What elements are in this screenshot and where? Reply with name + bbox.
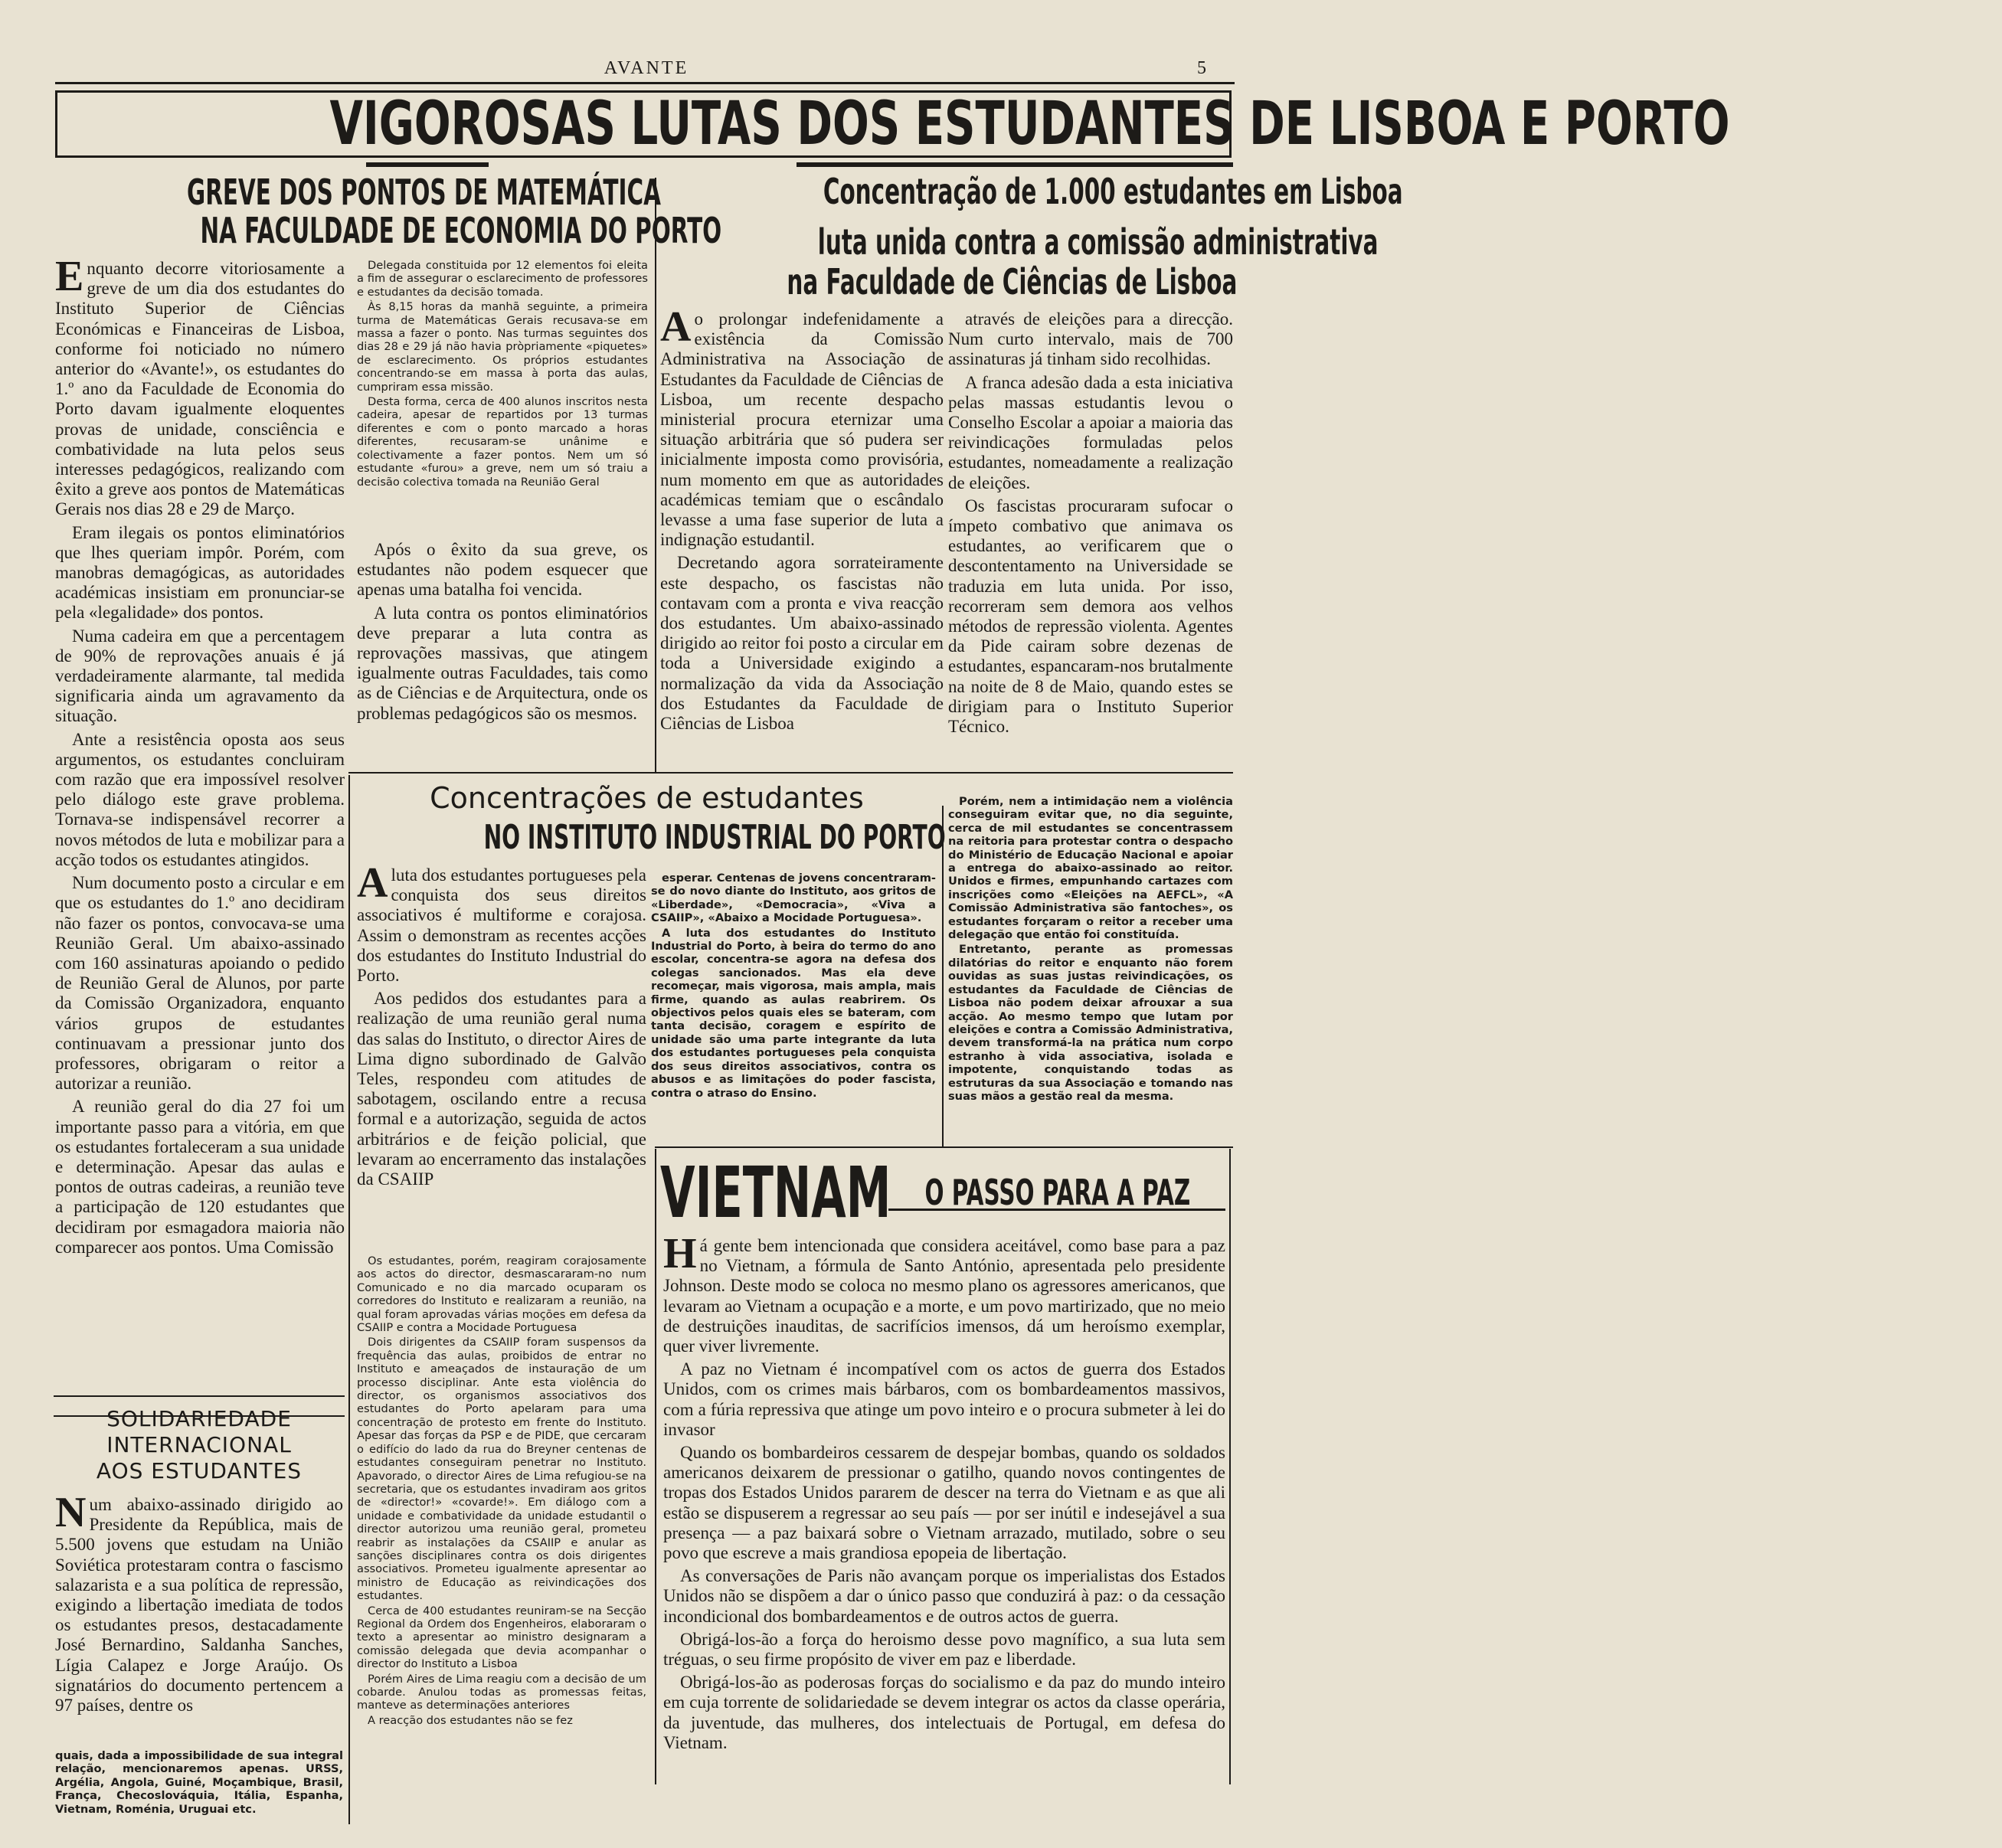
- column-divider: [655, 178, 656, 774]
- section-divider: [54, 1395, 345, 1397]
- economia-article-col2: [357, 540, 648, 768]
- section-divider: [655, 1146, 1233, 1148]
- rule: [797, 162, 1233, 167]
- industrial-headline-1: Concentrações de estudantes: [430, 781, 864, 815]
- paragraph: A luta dos estudantes do Instituto Industrial do Porto, à beira do termo do ano escolar, concentra-se agora na defesa dos colegas sancionados. Mas ela deve recomeçar, mais vigorosa, mais ampla, mais firme, quando as aulas reabrirem. Os objectivos pelos quais eles se bateram, com tanta decisão, coragem e espírito de unidade são uma parte integrante da luta dos estudantes portugueses pela conquista dos seus direitos associativos, contra os abusos e as limitações do poder fascista, contra o atraso do Ensino.: [651, 926, 936, 1100]
- paragraph: Numa cadeira em que a percentagem de 90% de reprovações anuais é já verdadeiramente alarmante, tal medida significaria ainda um agravamento da situação.: [55, 626, 345, 726]
- paragraph: Os fascistas procuraram sufocar o ímpeto combativo que animava os estudantes, ao verificarem que o descontentamento na Universidade se traduzia em luta unida. Por isso, recorreram sem demora aos velhos métodos de repressão violenta. Agentes da Pide cairam sobre dezenas de estudantes, espancaram-nos brutalmente na noite de 8 de Maio, quando estes se dirigiam para o Instituto Superior Técnico.: [948, 496, 1233, 737]
- paragraph: Cerca de 400 estudantes reuniram-se na Secção Regional da Ordem dos Engenheiros, elaboraram o texto a apresentar ao ministro designaram a comissão delegada que devia acompanhar o director do Instituto a Lisboa: [357, 1604, 646, 1671]
- industrial-article-col1-small: [357, 1254, 646, 1830]
- vietnam-article: [663, 1230, 1225, 1826]
- economia-headline-2: NA FACULDADE DE ECONOMIA DO PORTO: [200, 210, 722, 251]
- paragraph: As conversações de Paris não avançam porque os imperialistas dos Estados Unidos não se dispõem a dar o único passo que conduzirá à paz: o da cessação incondicional dos bombardeamentos e de outros actos de guerra.: [663, 1566, 1225, 1626]
- banner-title: VIGOROSAS LUTAS DOS ESTUDANTES DE LISBOA E PORTO: [329, 90, 1730, 159]
- paragraph: Às 8,15 horas da manhã seguinte, a primeira turma de Matemáticas Gerais recusava-se em massa a fazer o ponto. Nas turmas seguintes dos dias 28 e 29 já não havia pròpriamente «piquetes» de esclarecimento. Os próprios estudantes concentrando-se em massa à porta das aulas, cumpriram essa missão.: [357, 300, 648, 394]
- paragraph: A paz no Vietnam é incompatível com os actos de guerra dos Estados Unidos, com os crimes mais bárbaros, com os bombardeamentos massivos, com a fúria repressiva que atinge um povo inteiro e o procura submeter à lei do invasor: [663, 1359, 1225, 1439]
- economia-headline-1: GREVE DOS PONTOS DE MATEMÁTICA: [187, 172, 661, 213]
- paragraph: Delegada constituida por 12 elementos foi eleita a fim de assegurar o esclarecimento de professores e estudantes da decisão tomada.: [357, 259, 648, 299]
- rule: [888, 1209, 1225, 1211]
- paragraph: Aos pedidos dos estudantes para a realização de uma reunião geral numa das salas do Instituto, o director Aires de Lima digno subordinado de Galvão Teles, respondeu com atitudes de sabotagem, oscilando entre a recusa formal e a autorização, seguida de actos arbitrários e de feição policial, que levaram ao encerramento das instalações da CSAIIP: [357, 989, 646, 1189]
- page-header: [57, 58, 1236, 81]
- paragraph: Ao prolongar indefenidamente a existência da Comissão Administrativa na Associação de Estudantes da Faculdade de Ciências de Lisboa, um recente despacho ministerial procura eternizar uma situação arbitrária que só pudera ser inicialmente imposta como provisória, num momento em que as autoridades académicas temiam que o escândalo levasse a uma fase superior de luta a indignação estudantil.: [660, 303, 944, 550]
- ciencias-article-col2-small: [948, 795, 1233, 1143]
- box-border: [1229, 1149, 1231, 1784]
- rule: [366, 162, 489, 167]
- vietnam-title: VIETNAM: [660, 1152, 891, 1234]
- solidariedade-body: Num abaixo-assinado dirigido ao Presidente da República, mais de 5.500 jovens que estudam na União Soviética protestaram contra o fascismo salazarista e a sua política de repressão, exigindo a libertação imediata de todos os estudantes presos, destacadamente José Bernardino, Saldanha Sanches, Lígia Calapez e Jorge Araújo. Os signatários do documento pertencem a 97 países, dentre os: [55, 1489, 343, 1716]
- solidariedade-body-small: quais, dada a impossibilidade de sua integral relação, mencionaremos apenas. URSS, Argélia, Angola, Guiné, Moçambique, Brasil, França, Checoslováquia, Itália, Espanha, Vietnam, Roménia, Uruguai etc.: [55, 1749, 343, 1816]
- paragraph: Aluta dos estudantes portugueses pela conquista dos seus direitos associativos é multiforme e corajosa. Assim o demonstram as recentes acções dos estudantes do Instituto Industrial do Porto.: [357, 859, 646, 986]
- column-divider: [348, 775, 350, 1824]
- economia-article-col1: [55, 253, 345, 1392]
- header-rule: [55, 82, 1235, 84]
- paragraph: Obrigá-los-ão a força do heroismo desse povo magnífico, a sua luta sem tréguas, o seu firme propósito de viver em paz e liberdade.: [663, 1629, 1225, 1670]
- main-banner: [55, 90, 1730, 159]
- paragraph: A reacção dos estudantes não se fez: [368, 1713, 573, 1727]
- ciencias-article-col1: [660, 303, 944, 769]
- paragraph: Os estudantes, porém, reagiram corajosamente aos actos do director, desmascararam-no num Comunicado e no dia marcado ocuparam os corredores do Instituto e realizaram a reunião, na qual foram aprovadas várias moções em defesa da CSAIIP e contra a Mocidade Portuguesa: [357, 1254, 646, 1335]
- paragraph: Enquanto decorre vitoriosamente a greve de um dia dos estudantes do Instituto Superior de Ciências Económicas e Financeiras de Lisboa, conforme foi noticiado no número anterior do «Avante!», os estudantes do 1.º ano da Faculdade de Economia do Porto davam igualmente eloquentes provas de unidade, consciência e combatividade na luta pelos seus interesses pedagógicos, realizando com êxito a greve aos pontos de Matemáticas Gerais nos dias 28 e 29 de Março.: [55, 253, 345, 519]
- paragraph: Após o êxito da sua greve, os estudantes não podem esquecer que apenas uma batalha foi vencida.: [357, 540, 648, 600]
- industrial-headline-2: NO INSTITUTO INDUSTRIAL DO PORTO: [483, 818, 946, 857]
- paragraph: Porém, nem a intimidação nem a violência conseguiram evitar que, no dia seguinte, cerca de mil estudantes se concentrassem na reitoria para protestar contra o despacho do Ministério de Educação Nacional e apoiar a entrega do abaixo-assinado ao reitor. Unidos e firmes, empunhando cartazes com inscrições como «Eleições na AEFCL», «A Comissão Administrativa são fantoches», os estudantes forçaram o reitor a receber uma delegação que então foi constituída.: [948, 795, 1233, 942]
- paragraph: A luta contra os pontos eliminatórios deve preparar a luta contra as reprovações massivas, que atingem igualmente outras Faculdades, tais como as de Ciências e de Arquitectura, onde os problemas pedagógicos são os mesmos.: [357, 603, 648, 723]
- paragraph: Porém Aires de Lima reagiu com a decisão de um cobarde. Anulou todas as promessas feitas, manteve as determinações anteriores: [357, 1672, 646, 1712]
- paragraph: Entretanto, perante as promessas dilatórias do reitor e enquanto não forem ouvidas as suas justas reivindicações, os estudantes da Faculdade de Ciências de Lisboa não podem deixar afrouxar a sua acção. Ao mesmo tempo que lutam por eleições e contra a Comissão Administrativa, devem transformá-la na prática num corpo estranho à vida associativa, isolada e impotente, conquistando todas as estruturas da sua Associação e tomando nas suas mãos a gestão real da mesma.: [948, 943, 1233, 1103]
- paragraph: Eram ilegais os pontos eliminatórios que lhes queriam impôr. Porém, com manobras demagógicas, as autoridades académicas insistiam em pronunciar-se pela «legalidade» dos pontos.: [55, 522, 345, 623]
- ciencias-headline-3: na Faculdade de Ciências de Lisboa: [787, 261, 1238, 303]
- vietnam-subtitle: O PASSO PARA A PAZ: [924, 1172, 1191, 1213]
- paragraph: esperar. Centenas de jovens concentraram-se do novo diante do Instituto, aos gritos de «Liberdade», «Democracia», «Viva a CSAIIP», «Abaixo a Mocidade Portuguesa».: [651, 872, 936, 925]
- paragraph: Dois dirigentes da CSAIIP foram suspensos da frequência das aulas, proibidos de entrar no Instituto e ameaçados de instauração de um processo disciplinar. Ante esta violência do director, os organismos associativos dos estudantes do Porto apelaram para uma concentração de protesto em frente do Instituto. Apesar das forças da PSP e de PIDE, que cercaram o edifício do lado da rua do Breyner centenas de estudantes conseguiram penetrar no Instituto. Apavorado, o director Aires de Lima refugiou-se na secretaria, que os estudantes invadiram aos gritos de «director!» «covarde!». Em diálogo com a unidade e combatividade da unidade estudantil o director autorizou uma reunião geral, prometeu reabrir as instalações da CSAIIP e anular as sanções disciplinares contra os dois dirigentes associativos. Prometeu igualmente apresentar ao ministro de Educação as reivindicações dos estudantes.: [357, 1336, 646, 1603]
- page-number: 5: [1197, 58, 1209, 78]
- paragraph: Obrigá-los-ão as poderosas forças do socialismo e da paz do mundo inteiro em cuja torrente de solidariedade se devem integrar os actos da classe operária, da juventude, das mulheres, dos intelectuais de Portugal, em defesa do Vietnam.: [663, 1673, 1225, 1752]
- industrial-article-col1: [357, 859, 646, 1252]
- industrial-article-col2-small: [651, 872, 936, 1143]
- solidariedade-title: SOLIDARIEDADE INTERNACIONAL AOS ESTUDANTES: [96, 1406, 303, 1483]
- paragraph: Há gente bem intencionada que considera aceitável, como base para a paz no Vietnam, a fórmula de Santo António, apresentada pelo presidente Johnson. Deste modo se coloca no mesmo plano os agressores americanos, que levaram ao Vietnam a ocupação e a morte, e um povo martirizado, que no meio de destruições inauditas, de sacrifícios imensos, dá um heroísmo exemplar, quer viver livremente.: [663, 1230, 1225, 1356]
- ciencias-headline-1: Concentração de 1.000 estudantes em Lisboa: [823, 171, 1403, 212]
- ciencias-headline-2: luta unida contra a comissão administrativa: [817, 221, 1379, 263]
- paragraph: Desta forma, cerca de 400 alunos inscritos nesta cadeira, apesar de repartidos por 13 turmas diferentes e com o ponto marcado a horas diferentes, recusaram-se unânime e colectivamente a fazer pontos. Nem um só estudante «furou» a greve, nem um só traiu a decisão colectiva tomada na Reunião Geral: [357, 395, 648, 489]
- paper-name: AVANTE: [604, 58, 689, 78]
- paragraph: A franca adesão dada a esta iniciativa pelas massas estudantis levou o Conselho Escolar a apoiar a maioria das reivindicações formuladas pelos estudantes, nomeadamente a realização de eleições.: [948, 372, 1233, 492]
- ciencias-article-col2: [948, 309, 1233, 792]
- paragraph: Quando os bombardeiros cessarem de despejar bombas, quando os soldados americanos deixarem de pressionar o gatilho, quando novos contingentes de tropas dos Estados Unidos pararem de descer na terra do Vietnam e as que ali estão se dispuserem a regressar ao seu país — por ser inútil e indesejável a sua presença — a paz baixará sobre o Vietnam arrazado, mutilado, sobre o seu povo que escreve a mais grandiosa epopeia de libertação.: [663, 1443, 1225, 1563]
- paragraph: Decretando agora sorrateiramente este despacho, os fascistas não contavam com a pronta e viva reacção dos estudantes. Um abaixo-assinado dirigido ao reitor foi posto a circular em toda a Universidade exigindo a normalização da vida da Associação dos Estudantes da Faculdade de Ciências de Lisboa: [660, 553, 944, 734]
- paragraph: através de eleições para a direcção. Num curto intervalo, mais de 700 assinaturas já tinham sido recolhidas.: [948, 309, 1233, 369]
- paragraph: Ante a resistência oposta aos seus argumentos, os estudantes concluiram com razão que era impossível resolver pelo diálogo este grave problema. Tornava-se indispensável recorrer a novos métodos de luta e mobilizar para a acção todos os estudantes atingidos.: [55, 729, 345, 869]
- paragraph: A reunião geral do dia 27 foi um importante passo para a vitória, em que os estudantes fortaleceram a sua unidade e determinação. Apesar das aulas e pontos de outras cadeiras, a reunião teve a participação de 120 estudantes que decidiram por esmagadora maioria não comparecer aos pontos. Uma Comissão: [55, 1097, 345, 1257]
- box-border: [655, 1149, 656, 1784]
- paragraph: Num documento posto a circular e em que os estudantes do 1.º ano decidiram não fazer os pontos, convocava-se uma Reunião Geral. Um abaixo-assinado com 160 assinaturas apoiando o pedido de Reunião Geral de Alunos, por parte da Comissão Organizadora, enquanto vários grupos de estudantes continuavam a pressionar junto dos professores, obrigaram o reitor a autorizar a reunião.: [55, 873, 345, 1094]
- economia-article-col2-small: [357, 259, 648, 542]
